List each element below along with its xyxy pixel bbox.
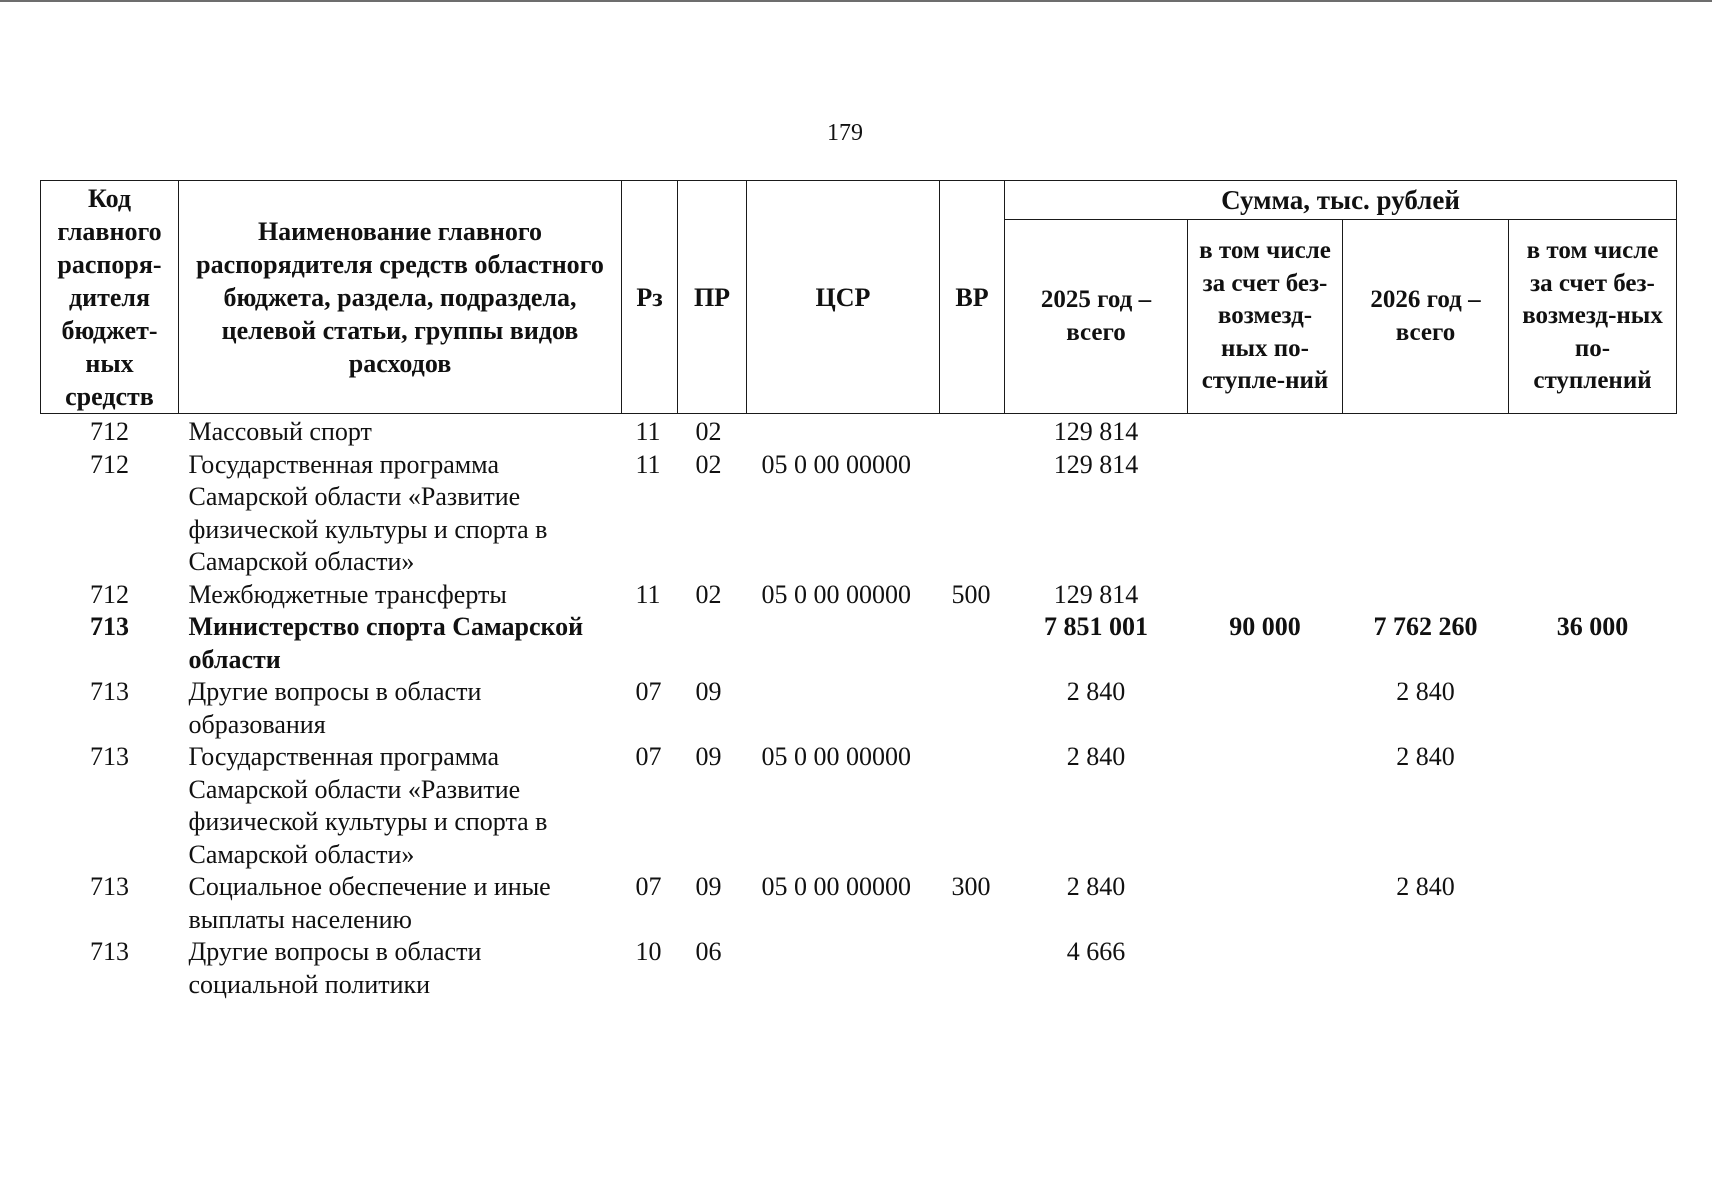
row-rz: 07 [635, 742, 662, 771]
row-rz: 07 [635, 872, 662, 901]
row-vr [940, 449, 1005, 579]
row-2026-grants [1509, 676, 1677, 741]
row-rz: 11 [635, 449, 661, 479]
budget-table [40, 180, 1677, 1001]
row-2026-grants [1509, 741, 1677, 871]
table-row [41, 676, 1677, 741]
row-2026-grants [1509, 579, 1677, 612]
row-vr [940, 611, 1005, 676]
table-body [41, 414, 1677, 1002]
table-row [41, 871, 1677, 936]
row-vr [940, 414, 1005, 449]
row-vr: 500 [951, 579, 991, 609]
row-vr [940, 741, 1005, 871]
row-csr: 05 0 00 00000 [761, 579, 911, 609]
row-name: Другие вопросы в области социальной политики [188, 937, 482, 999]
row-name: Массовый спорт [188, 417, 372, 446]
row-2026-grants [1509, 449, 1677, 579]
table-row [41, 741, 1677, 871]
table-row [41, 449, 1677, 579]
row-pr: 09 [695, 872, 722, 901]
row-name: Государственная программа Самарской области «Развитие физической культуры и спорта в Самарской области» [188, 742, 548, 869]
row-2026-grants [1509, 871, 1677, 936]
row-2025-grants [1188, 449, 1343, 579]
table-row-total [41, 611, 1677, 676]
row-csr: 05 0 00 00000 [761, 449, 911, 479]
row-2025-total: 2 840 [1066, 677, 1126, 706]
row-rz [622, 611, 678, 676]
row-rz: 10 [635, 937, 662, 966]
row-2026-total [1343, 936, 1509, 1001]
header-sum-group: Сумма, тыс. рублей [1005, 181, 1677, 220]
row-csr [747, 936, 940, 1001]
row-pr [678, 611, 747, 676]
row-csr: 05 0 00 00000 [761, 742, 911, 771]
row-2026-grants: 36 000 [1556, 612, 1629, 641]
table-header [41, 181, 1677, 414]
header-pr: ПР [678, 181, 747, 414]
top-border-line [0, 0, 1712, 2]
row-name: Государственная программа Самарской области «Развитие физической культуры и спорта в Самарской области» [188, 449, 548, 576]
header-2026-total: 2026 год – всего [1343, 220, 1509, 414]
table-row [41, 936, 1677, 1001]
row-2025-total: 4 666 [1066, 937, 1126, 966]
row-2025-grants [1188, 936, 1343, 1001]
row-2025-grants [1188, 741, 1343, 871]
row-2025-total: 129 814 [1053, 417, 1139, 446]
row-2026-total: 2 840 [1396, 742, 1455, 771]
row-name: Межбюджетные трансферты [188, 579, 507, 609]
row-rz: 11 [635, 579, 661, 609]
row-pr: 06 [695, 937, 722, 966]
row-code: 713 [90, 677, 129, 706]
row-vr [940, 936, 1005, 1001]
row-2026-total: 7 762 260 [1373, 612, 1478, 641]
header-2026-grants: в том числе за счет без-возмезд-ных по-ступлений [1509, 220, 1677, 414]
row-2026-total: 2 840 [1396, 677, 1455, 706]
row-code: 713 [90, 612, 129, 641]
row-2025-grants [1188, 871, 1343, 936]
row-2025-total: 2 840 [1066, 742, 1126, 771]
row-2025-total: 129 814 [1053, 449, 1139, 479]
row-2025-grants [1188, 579, 1343, 612]
row-2026-total [1343, 579, 1509, 612]
header-name: Наименование главного распорядителя средств областного бюджета, раздела, подраздела, целевой статьи, группы видов расходов [179, 181, 622, 414]
row-pr: 02 [695, 449, 722, 479]
header-rz: Рз [622, 181, 678, 414]
row-code: 713 [90, 742, 129, 771]
row-code: 713 [90, 872, 129, 901]
row-2025-total: 7 851 001 [1044, 612, 1148, 641]
row-2026-grants [1509, 414, 1677, 449]
table-row [41, 414, 1677, 449]
header-csr: ЦСР [747, 181, 940, 414]
row-pr: 02 [695, 579, 722, 609]
row-2025-total: 2 840 [1066, 872, 1126, 901]
row-2025-grants [1188, 414, 1343, 449]
row-rz: 11 [635, 417, 661, 446]
row-name: Социальное обеспечение и иные выплаты населению [188, 872, 551, 934]
row-2026-grants [1509, 936, 1677, 1001]
row-name: Другие вопросы в области образования [188, 677, 482, 739]
header-2025-grants: в том числе за счет без-возмезд-ных по-ступле-ний [1188, 220, 1343, 414]
row-csr [747, 611, 940, 676]
row-vr: 300 [951, 872, 991, 901]
row-name: Министерство спорта Самарской области [188, 612, 584, 674]
row-rz: 07 [635, 677, 662, 706]
header-vr: ВР [940, 181, 1005, 414]
row-code: 712 [90, 579, 129, 609]
row-pr: 02 [695, 417, 722, 446]
row-pr: 09 [695, 677, 722, 706]
row-csr: 05 0 00 00000 [761, 872, 911, 901]
row-code: 712 [90, 449, 129, 479]
row-2026-total [1343, 449, 1509, 579]
row-2026-total: 2 840 [1396, 872, 1455, 901]
row-2025-grants: 90 000 [1229, 612, 1301, 641]
row-pr: 09 [695, 742, 722, 771]
row-code: 713 [90, 937, 129, 966]
row-code: 712 [90, 417, 129, 446]
row-vr [940, 676, 1005, 741]
header-2025-total: 2025 год – всего [1005, 220, 1188, 414]
row-csr [747, 414, 940, 449]
row-2025-total: 129 814 [1053, 579, 1139, 609]
row-2026-total [1343, 414, 1509, 449]
page-number: 179 [827, 120, 863, 146]
table-row [41, 579, 1677, 612]
row-2025-grants [1188, 676, 1343, 741]
header-code: Код главного распоря-дителя бюджет-ных средств [41, 181, 179, 414]
row-csr [747, 676, 940, 741]
